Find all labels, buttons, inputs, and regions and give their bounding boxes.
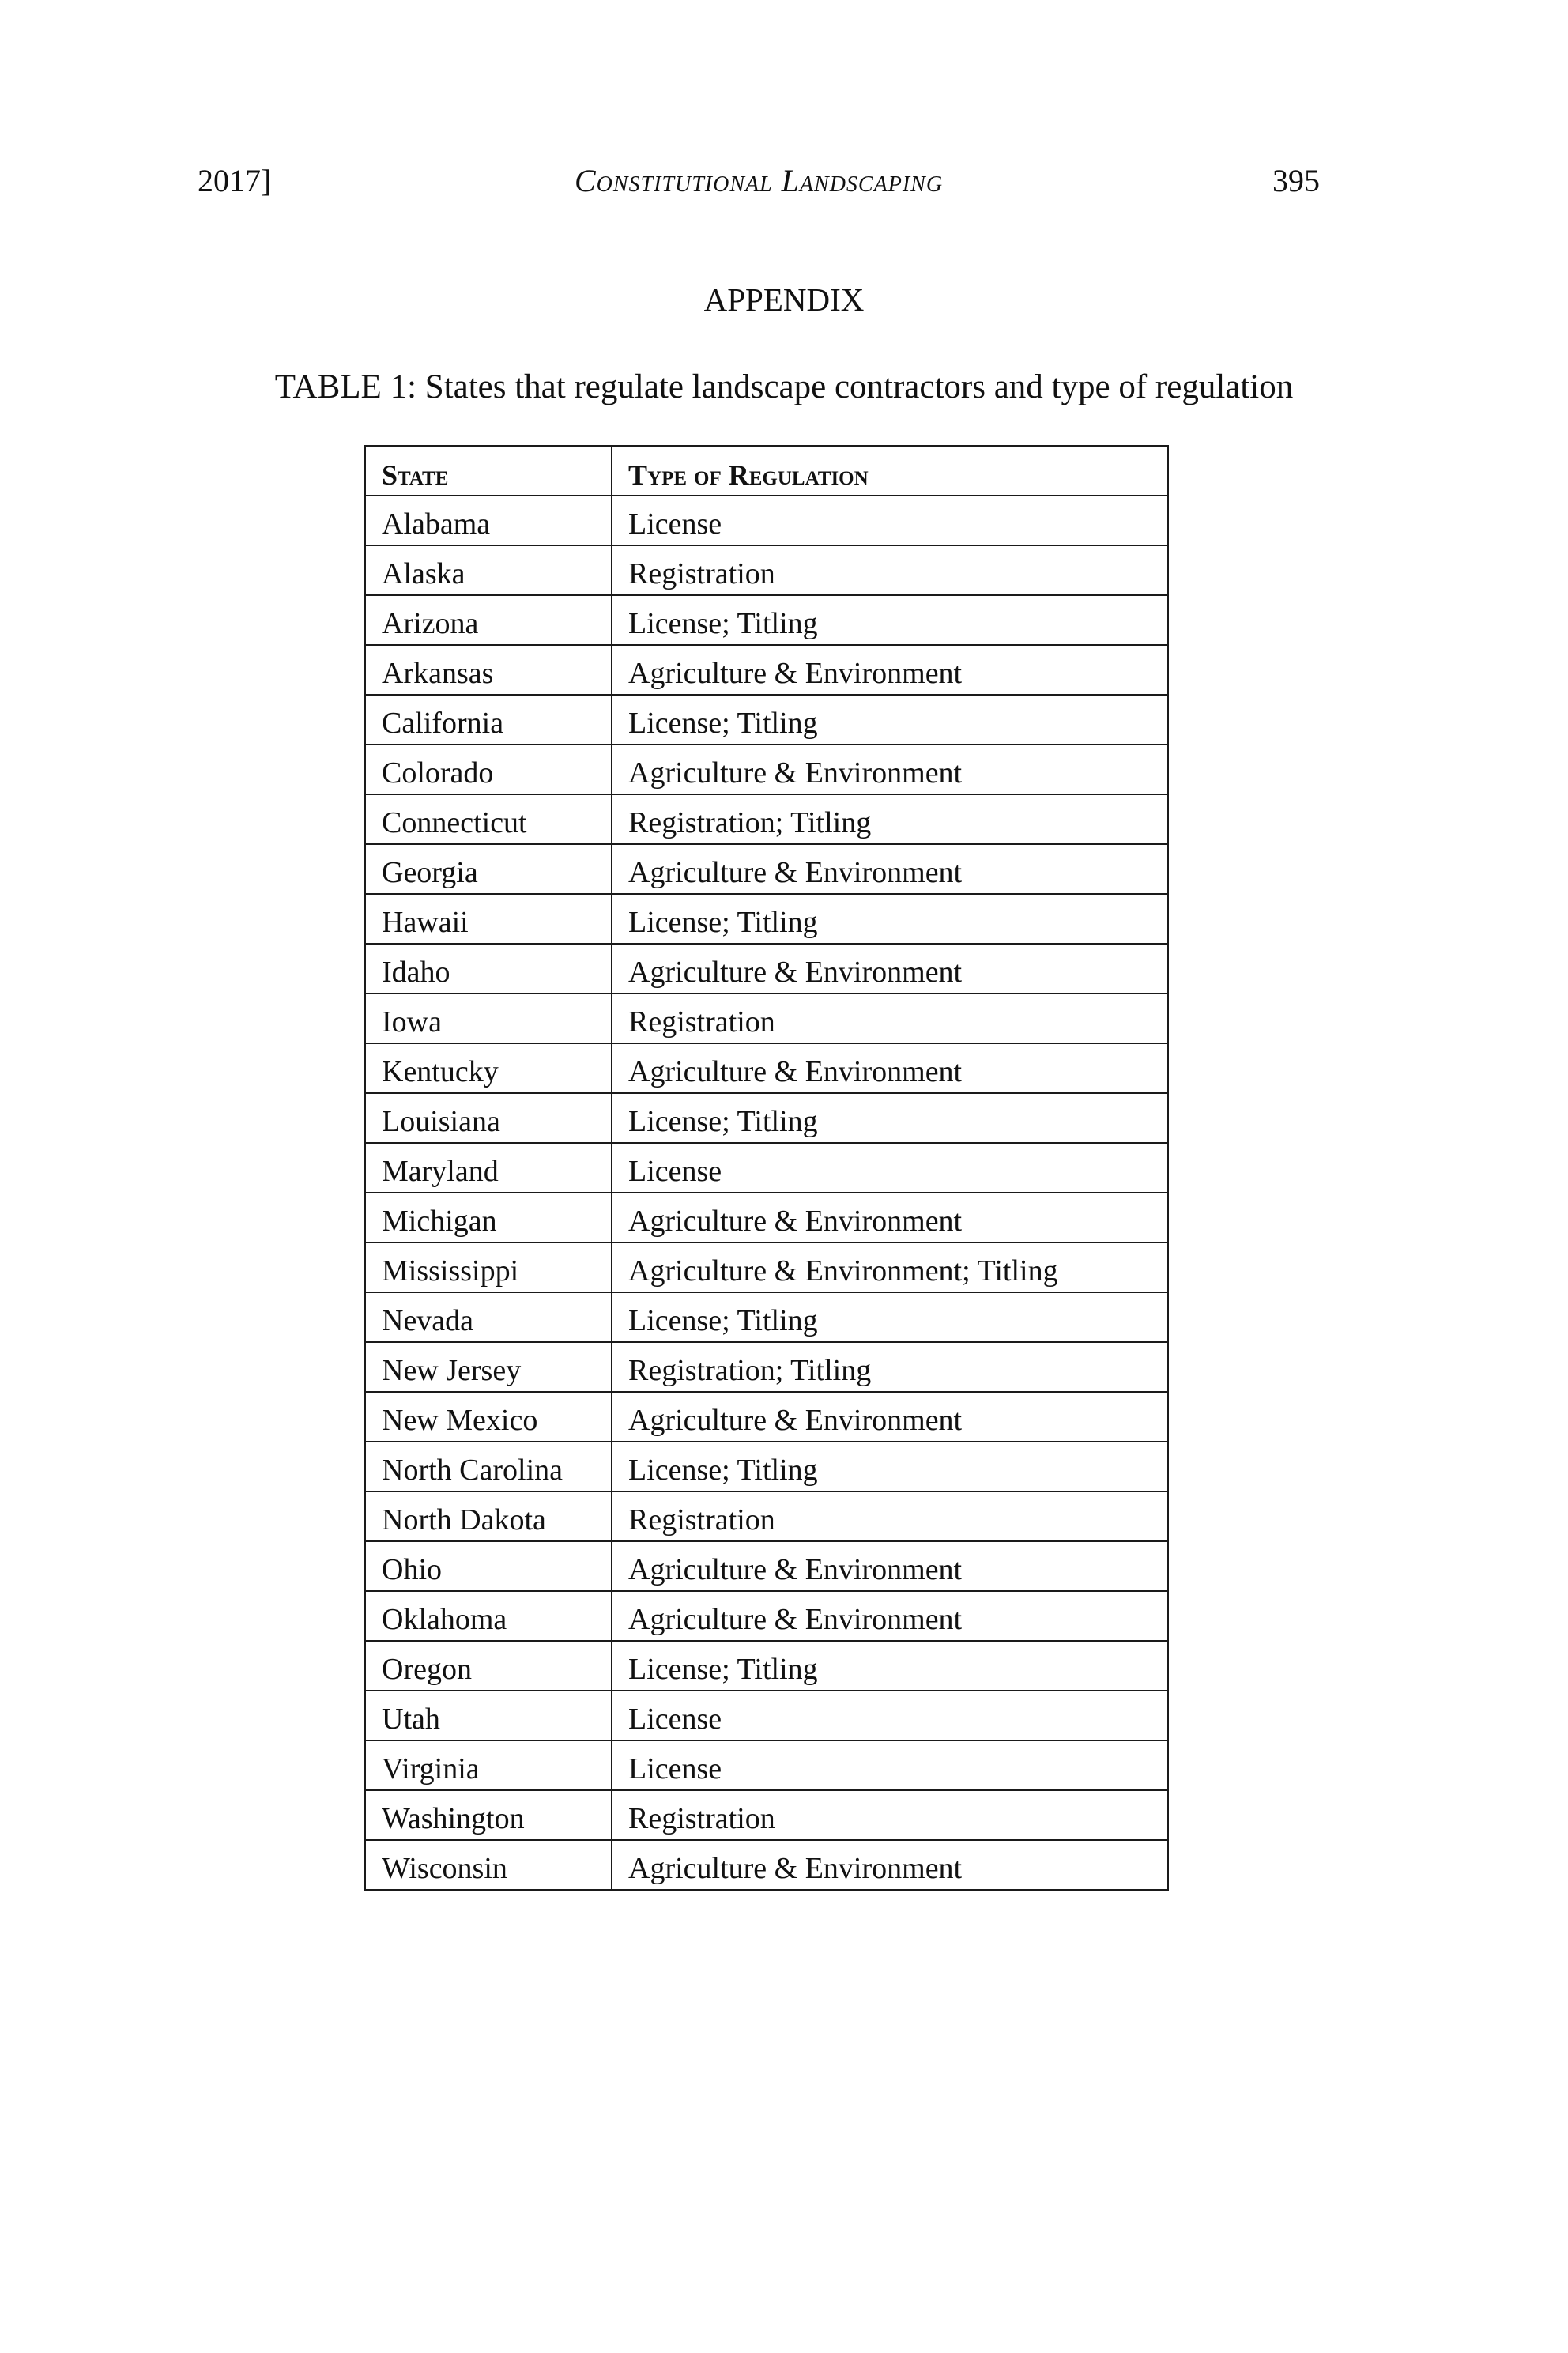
table-row (365, 894, 1168, 944)
column-header-state: State (365, 446, 612, 496)
table-row (365, 1442, 1168, 1491)
regulation-type-cell: License; Titling (612, 1093, 1168, 1143)
table-row (365, 545, 1168, 595)
table-row (365, 1691, 1168, 1740)
state-cell: New Mexico (365, 1392, 612, 1442)
state-cell: New Jersey (365, 1342, 612, 1392)
table-row (365, 1193, 1168, 1242)
table-row (365, 496, 1168, 545)
regulation-type-cell: Agriculture & Environment (612, 844, 1168, 894)
state-cell: Arkansas (365, 645, 612, 695)
table-header-row (365, 446, 1168, 496)
table-row (365, 1541, 1168, 1591)
regulation-type-cell: Agriculture & Environment (612, 944, 1168, 994)
state-cell: California (365, 695, 612, 745)
state-cell: Hawaii (365, 894, 612, 944)
regulation-type-cell: Agriculture & Environment (612, 1392, 1168, 1442)
running-head (198, 162, 1320, 209)
state-cell: Iowa (365, 994, 612, 1043)
regulation-type-cell: License (612, 1691, 1168, 1740)
regulation-type-cell: Registration (612, 994, 1168, 1043)
table-body (365, 496, 1168, 1890)
table-row (365, 695, 1168, 745)
table-row (365, 844, 1168, 894)
table-row (365, 645, 1168, 695)
table-row (365, 1043, 1168, 1093)
regulation-type-cell: License (612, 1143, 1168, 1193)
table-row (365, 1790, 1168, 1840)
regulation-type-cell: Registration (612, 545, 1168, 595)
regulation-type-cell: License; Titling (612, 595, 1168, 645)
state-cell: Oregon (365, 1641, 612, 1691)
table-row (365, 1591, 1168, 1641)
table-row (365, 994, 1168, 1043)
state-cell: Alaska (365, 545, 612, 595)
regulation-type-cell: Agriculture & Environment (612, 1840, 1168, 1890)
table-row (365, 1491, 1168, 1541)
table-row (365, 794, 1168, 844)
regulation-type-cell: License (612, 1740, 1168, 1790)
state-cell: Utah (365, 1691, 612, 1740)
regulation-type-cell: Registration (612, 1491, 1168, 1541)
state-cell: Louisiana (365, 1093, 612, 1143)
table-row (365, 1840, 1168, 1890)
running-head-year: 2017] (198, 163, 272, 198)
regulation-type-cell: Registration; Titling (612, 794, 1168, 844)
regulation-type-cell: License; Titling (612, 695, 1168, 745)
regulation-type-cell: License (612, 496, 1168, 545)
regulation-type-cell: Registration (612, 1790, 1168, 1840)
running-head-title: Constitutional Landscaping (574, 163, 944, 198)
state-cell: Virginia (365, 1740, 612, 1790)
state-cell: Alabama (365, 496, 612, 545)
state-cell: North Dakota (365, 1491, 612, 1541)
state-cell: North Carolina (365, 1442, 612, 1491)
state-cell: Mississippi (365, 1242, 612, 1292)
table-row (365, 1740, 1168, 1790)
table-row (365, 1093, 1168, 1143)
table-caption: TABLE 1: States that regulate landscape contractors and type of regulation (274, 368, 1294, 405)
state-cell: Washington (365, 1790, 612, 1840)
regulation-type-cell: License; Titling (612, 1641, 1168, 1691)
regulation-type-cell: Agriculture & Environment (612, 1541, 1168, 1591)
state-cell: Georgia (365, 844, 612, 894)
state-cell: Wisconsin (365, 1840, 612, 1890)
regulation-type-cell: Agriculture & Environment; Titling (612, 1242, 1168, 1292)
table-row (365, 944, 1168, 994)
table-row (365, 1242, 1168, 1292)
regulation-type-cell: License; Titling (612, 1442, 1168, 1491)
state-cell: Kentucky (365, 1043, 612, 1093)
table-row (365, 1392, 1168, 1442)
table-row (365, 745, 1168, 794)
state-cell: Colorado (365, 745, 612, 794)
state-cell: Arizona (365, 595, 612, 645)
regulation-type-cell: Agriculture & Environment (612, 1043, 1168, 1093)
regulation-type-cell: License; Titling (612, 894, 1168, 944)
regulation-table (364, 445, 1169, 1891)
table-row (365, 595, 1168, 645)
state-cell: Maryland (365, 1143, 612, 1193)
state-cell: Oklahoma (365, 1591, 612, 1641)
page-number: 395 (1272, 163, 1320, 198)
table-row (365, 1342, 1168, 1392)
regulation-type-cell: Agriculture & Environment (612, 1591, 1168, 1641)
state-cell: Ohio (365, 1541, 612, 1591)
state-cell: Nevada (365, 1292, 612, 1342)
regulation-type-cell: License; Titling (612, 1292, 1168, 1342)
regulation-type-cell: Agriculture & Environment (612, 745, 1168, 794)
regulation-type-cell: Agriculture & Environment (612, 645, 1168, 695)
state-cell: Idaho (365, 944, 612, 994)
table-row (365, 1641, 1168, 1691)
appendix-heading: APPENDIX (703, 281, 865, 318)
state-cell: Michigan (365, 1193, 612, 1242)
table-row (365, 1143, 1168, 1193)
regulation-type-cell: Registration; Titling (612, 1342, 1168, 1392)
table-row (365, 1292, 1168, 1342)
regulation-type-cell: Agriculture & Environment (612, 1193, 1168, 1242)
column-header-type: Type of Regulation (612, 446, 1168, 496)
state-cell: Connecticut (365, 794, 612, 844)
